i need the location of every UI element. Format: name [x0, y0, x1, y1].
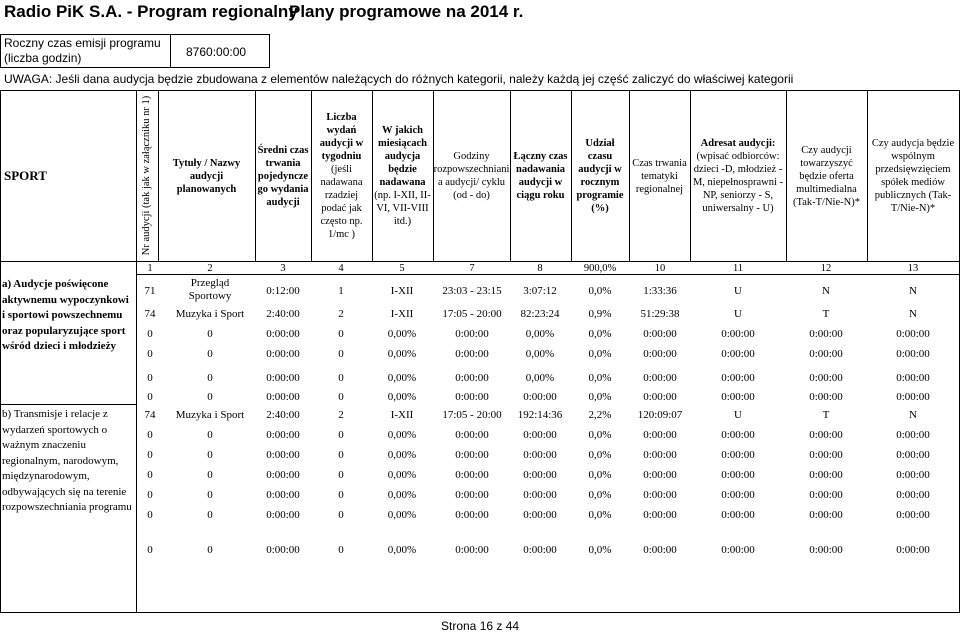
header-nr-text: Nr audycji (tak jak w załączniku nr 1): [141, 95, 153, 255]
table-cell: 0:00:00: [896, 372, 930, 384]
header-godziny: Godziny rozpowszechniani a audycji/ cyklu (od - do): [433, 151, 510, 201]
header-czas-tematyki: Czas trwania tematyki regionalnej: [632, 157, 687, 195]
table-cell: 0:00:00: [455, 328, 489, 340]
table-cell: 0:00:00: [896, 509, 930, 521]
table-cell: 0:00:00: [809, 509, 843, 521]
title-right: Plany programowe na 2014 r.: [289, 2, 524, 21]
table-cell: 0:00:00: [455, 469, 489, 481]
table-cell: 0,00%: [387, 509, 417, 521]
table-cell: 17:05 - 20:00: [442, 308, 502, 320]
column-number: 8: [537, 263, 543, 274]
table-cell: U: [734, 285, 742, 297]
table-cell: 0:00:00: [643, 348, 677, 360]
table-cell: 0:00:00: [266, 489, 300, 501]
table-cell: 0:00:00: [643, 372, 677, 384]
table-cell: 0,00%: [387, 469, 417, 481]
table-cell: 74: [144, 409, 156, 421]
header-adresat-title: Adresat audycji:: [700, 138, 776, 149]
column-number: 3: [280, 263, 286, 274]
table-cell: 0: [207, 391, 213, 403]
category-a: a) Audycje poświęcone aktywnemu wypoczynkowi i sportowi powszechnemu oraz popularyzujące sport wśród dzieci i młodzieży: [2, 278, 129, 352]
table-cell: 0:00:00: [896, 429, 930, 441]
table-cell: 0:00:00: [809, 391, 843, 403]
table-cell: 2: [338, 308, 344, 320]
table-cell: 0: [207, 509, 213, 521]
table-cell: 0:00:00: [523, 429, 557, 441]
header-miesiace-note: (np. I-XII, II-VI, VII-VIII itd.): [374, 190, 431, 227]
table-cell: 0,0%: [588, 544, 612, 556]
table-cell: 0,00%: [525, 372, 555, 384]
table-cell: 0:00:00: [455, 429, 489, 441]
table-cell: 0: [207, 429, 213, 441]
table-cell: 0: [207, 372, 213, 384]
table-cell: 0: [147, 328, 153, 340]
table-cell: 2:40:00: [266, 308, 300, 320]
header-liczba-title: Liczba wydań audycji w tygodniu: [319, 112, 364, 162]
table-cell: 0,0%: [588, 391, 612, 403]
table-cell: 0: [207, 449, 213, 461]
table-cell: 0: [338, 429, 344, 441]
table-cell: 0:00:00: [643, 328, 677, 340]
table-cell: 0: [338, 348, 344, 360]
table-cell: 0,0%: [588, 509, 612, 521]
table-cell: 0,00%: [387, 391, 417, 403]
table-cell: 0:00:00: [721, 391, 755, 403]
table-cell: 0,00%: [387, 544, 417, 556]
table-cell: 2: [338, 409, 344, 421]
table-cell: 0,9%: [588, 308, 612, 320]
table-cell: 0:00:00: [643, 509, 677, 521]
table-cell: 0:00:00: [523, 469, 557, 481]
table-cell: 0:12:00: [266, 285, 300, 297]
table-cell: 0:00:00: [523, 544, 557, 556]
table-cell: 0:00:00: [721, 328, 755, 340]
table-cell: 0:00:00: [721, 429, 755, 441]
header-nr: [136, 96, 158, 254]
grid-line: [0, 90, 1, 612]
table-cell: 17:05 - 20:00: [442, 409, 502, 421]
column-number: 13: [907, 263, 919, 274]
column-number: 10: [654, 263, 666, 274]
header-miesiace-title: W jakich miesiącach audycja będzie nadawana: [378, 125, 427, 188]
table-cell: 0:00:00: [643, 391, 677, 403]
table-cell: 0:00:00: [721, 449, 755, 461]
table-cell: 0,00%: [525, 328, 555, 340]
table-cell: 0:00:00: [455, 544, 489, 556]
table-cell: N: [909, 285, 917, 297]
table-cell: 192:14:36: [517, 409, 563, 421]
table-cell: N: [909, 308, 917, 320]
table-cell: 0: [338, 544, 344, 556]
header-adresat-note: (wpisać odbiorców: dzieci -D, młodzież - M, niepełnosprawni - NP, seniorzy - S, uniwersalny - U): [692, 151, 784, 214]
column-number: 900,0%: [583, 263, 617, 274]
table-cell: 0: [338, 489, 344, 501]
table-cell: 3:07:12: [523, 285, 557, 297]
column-number: 1: [147, 263, 153, 274]
emission-value: 8760:00:00: [186, 45, 247, 59]
column-number: 7: [469, 263, 475, 274]
section-title: SPORT: [4, 168, 47, 183]
header-laczny: Łączny czas nadawania audycji w ciągu roku: [513, 151, 568, 201]
table-cell: 0: [147, 489, 153, 501]
table-cell: 0:00:00: [809, 328, 843, 340]
header-liczba-note: (jeśli nadawana rzadziej podać jak często np. 1/mc ): [320, 164, 363, 240]
table-cell: 0: [338, 449, 344, 461]
table-cell: 1:33:36: [643, 285, 677, 297]
table-cell: 0: [338, 469, 344, 481]
table-cell: T: [822, 308, 830, 320]
header-miesiace: [372, 92, 433, 260]
column-number: 12: [820, 263, 832, 274]
emission-label-line1: Roczny czas emisji programu: [4, 36, 161, 50]
table-cell: 0:00:00: [643, 544, 677, 556]
emission-divider: [170, 34, 171, 68]
header-sredni: Średni czas trwania pojedyncze go wydania audycji: [257, 144, 309, 208]
table-cell: 0,0%: [588, 285, 612, 297]
table-cell: 0:00:00: [809, 489, 843, 501]
column-number: 5: [399, 263, 405, 274]
table-cell: 0:00:00: [266, 509, 300, 521]
table-cell: 0: [147, 391, 153, 403]
table-cell: 0:00:00: [896, 391, 930, 403]
table-cell: 0:00:00: [721, 469, 755, 481]
table-cell: 0,0%: [588, 372, 612, 384]
table-cell: 0:00:00: [643, 469, 677, 481]
table-cell: 0:00:00: [266, 348, 300, 360]
table-cell: 0:00:00: [809, 544, 843, 556]
table-cell: 71: [144, 285, 156, 297]
table-cell: 0,00%: [387, 372, 417, 384]
table-cell: 0:00:00: [266, 544, 300, 556]
table-cell: 0: [147, 372, 153, 384]
table-cell: 0: [207, 328, 213, 340]
table-cell: 0: [207, 469, 213, 481]
table-cell: 0:00:00: [896, 544, 930, 556]
table-cell: 0: [338, 328, 344, 340]
table-cell: Muzyka i Sport: [175, 308, 245, 320]
table-cell: 0: [147, 509, 153, 521]
table-cell: 0: [207, 348, 213, 360]
table-cell: 0:00:00: [643, 489, 677, 501]
table-cell: I-XII: [390, 285, 414, 297]
table-cell: 0,00%: [387, 449, 417, 461]
table-cell: 0:00:00: [455, 509, 489, 521]
table-cell: 120:09:07: [637, 409, 683, 421]
table-cell: 0,00%: [387, 489, 417, 501]
table-cell: 0:00:00: [266, 372, 300, 384]
table-cell: 74: [144, 308, 156, 320]
table-cell: I-XII: [390, 409, 414, 421]
table-cell: 0:00:00: [266, 469, 300, 481]
table-cell: 0:00:00: [266, 429, 300, 441]
table-cell: 0:00:00: [721, 544, 755, 556]
table-cell: 0,00%: [525, 348, 555, 360]
table-cell: 0:00:00: [523, 449, 557, 461]
table-cell: 0,00%: [387, 328, 417, 340]
table-cell: 0,0%: [588, 469, 612, 481]
table-cell: 2,2%: [588, 409, 612, 421]
grid-line: [0, 404, 136, 405]
document-title: [4, 2, 524, 22]
column-number: 2: [207, 263, 213, 274]
table-cell: 0:00:00: [523, 509, 557, 521]
table-cell: 0:00:00: [643, 449, 677, 461]
table-cell: 0: [147, 429, 153, 441]
table-cell: 2:40:00: [266, 409, 300, 421]
table-cell: 0:00:00: [523, 489, 557, 501]
table-cell: Przegląd Sportowy: [188, 277, 232, 302]
header-liczba: [311, 92, 372, 260]
table-cell: 0:00:00: [896, 469, 930, 481]
table-cell: N: [822, 285, 830, 297]
table-cell: 0: [147, 469, 153, 481]
table-cell: 0:00:00: [266, 449, 300, 461]
table-cell: 0:00:00: [455, 391, 489, 403]
table-cell: 0:00:00: [455, 372, 489, 384]
table-cell: 23:03 - 23:15: [442, 285, 502, 297]
table-cell: 0:00:00: [721, 348, 755, 360]
header-multimedia: Czy audycji towarzyszyć będzie oferta multimedialna (Tak-T/Nie-N)*: [793, 144, 860, 208]
table-cell: 0,0%: [588, 489, 612, 501]
grid-line: [0, 90, 960, 91]
header-adresat: [690, 92, 786, 260]
table-cell: 0:00:00: [896, 489, 930, 501]
column-number: 11: [732, 263, 744, 274]
table-cell: 0,0%: [588, 328, 612, 340]
table-cell: 0:00:00: [455, 449, 489, 461]
table-cell: 0,0%: [588, 348, 612, 360]
table-cell: 0,00%: [387, 348, 417, 360]
grid-line: [136, 274, 960, 275]
page-footer: Strona 16 z 44: [441, 619, 520, 633]
table-cell: 0: [338, 391, 344, 403]
header-tytuly: Tytuły / Nazwy audycji planowanych: [172, 157, 241, 195]
table-cell: 0:00:00: [721, 372, 755, 384]
table-cell: 0: [207, 489, 213, 501]
table-cell: 0:00:00: [455, 489, 489, 501]
table-cell: 82:23:24: [520, 308, 560, 320]
table-cell: 0: [147, 348, 153, 360]
table-cell: 1: [338, 285, 344, 297]
header-udzial: Udział czasu audycji w rocznym programie (%): [576, 138, 624, 214]
emission-label-line2: (liczba godzin): [4, 51, 82, 65]
grid-line: [0, 261, 960, 262]
table-cell: 0: [338, 372, 344, 384]
table-cell: 0:00:00: [266, 391, 300, 403]
table-cell: 0:00:00: [721, 489, 755, 501]
table-cell: 0: [338, 509, 344, 521]
column-number: 4: [338, 263, 344, 274]
table-cell: U: [734, 409, 742, 421]
table-cell: 0:00:00: [809, 429, 843, 441]
table-cell: 0,0%: [588, 449, 612, 461]
table-cell: 0:00:00: [809, 469, 843, 481]
category-b: b) Transmisje i relacje z wydarzeń sportowych o ważnym znaczeniu regionalnym, narodowym, międzynarodowym, odbywających się na terenie rozpowszechniania programu: [2, 408, 132, 513]
grid-line: [0, 612, 960, 613]
table-cell: 0:00:00: [266, 328, 300, 340]
table-cell: 0:00:00: [809, 348, 843, 360]
table-cell: 0:00:00: [896, 328, 930, 340]
table-cell: 0:00:00: [896, 449, 930, 461]
table-cell: T: [822, 409, 830, 421]
table-cell: 0:00:00: [643, 429, 677, 441]
table-cell: Muzyka i Sport: [175, 409, 245, 421]
table-cell: 0: [207, 544, 213, 556]
table-cell: U: [734, 308, 742, 320]
table-cell: N: [909, 409, 917, 421]
table-cell: 0:00:00: [896, 348, 930, 360]
table-cell: 0,00%: [387, 429, 417, 441]
table-cell: 51:29:38: [640, 308, 680, 320]
table-cell: 0:00:00: [809, 449, 843, 461]
table-cell: 0: [147, 449, 153, 461]
title-left: Radio PiK S.A. - Program regionalny: [4, 2, 298, 21]
table-cell: 0:00:00: [455, 348, 489, 360]
table-cell: 0:00:00: [523, 391, 557, 403]
warning-note: UWAGA: Jeśli dana audycja będzie zbudowana z elementów należących do różnych kategorii, należy każdą jej część zaliczyć do właściwej kategorii: [4, 72, 794, 86]
table-cell: 0,0%: [588, 429, 612, 441]
table-cell: 0:00:00: [721, 509, 755, 521]
table-cell: 0: [147, 544, 153, 556]
table-cell: 0:00:00: [809, 372, 843, 384]
emission-label: [4, 36, 161, 66]
header-wspolnie: Czy audycja będzie wspólnym przedsięwzięciem spółek mediów publicznych (Tak-T/Nie-N)*: [871, 138, 955, 214]
table-cell: I-XII: [390, 308, 414, 320]
